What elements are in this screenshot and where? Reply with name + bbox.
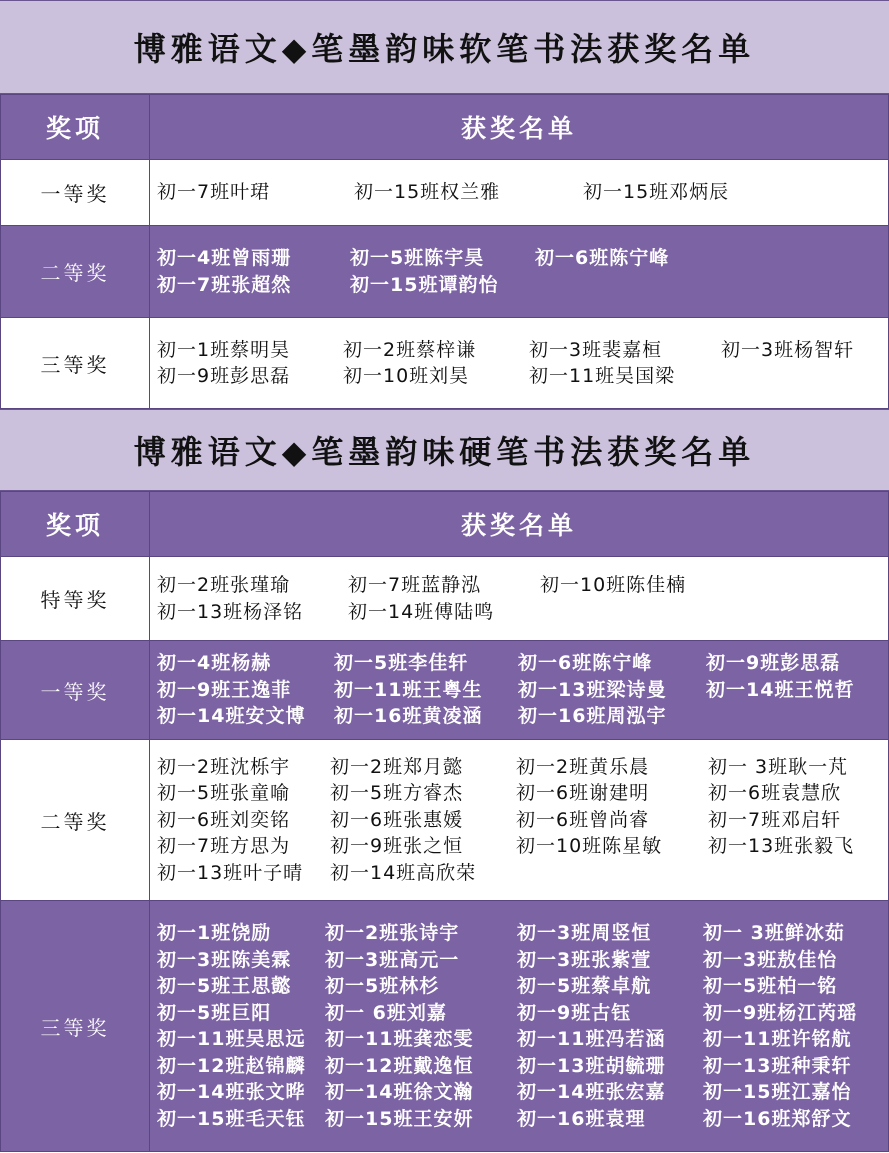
winner-name: 初一6班陈宁峰: [535, 247, 670, 269]
winner-name: 初一15班毛天钰: [157, 1107, 306, 1130]
names-line: [157, 1106, 888, 1133]
hard-title: 博雅语文◆笔墨韵味硬笔书法获奖名单: [0, 409, 889, 491]
winner-name: 初一13班叶子晴: [157, 861, 304, 884]
winner-name: 初一15班邓炳辰: [583, 181, 730, 204]
winner-name: 初一5班陈宇昊: [350, 247, 485, 269]
winner-name: 初一2班沈栎宇: [157, 755, 291, 778]
names-line: [157, 860, 888, 887]
names-cell: [150, 160, 889, 226]
winner-name: 初一14班高欣荣: [330, 861, 477, 884]
soft-award-header: 奖项: [1, 95, 150, 160]
award-label: 三等奖: [1, 318, 150, 409]
winner-name: 初一9班张之恒: [330, 835, 464, 858]
winner-name: 初一5班方睿杰: [330, 782, 464, 805]
winner-name: 初一12班赵锦麟: [157, 1054, 306, 1077]
winner-name: 初一7班蓝静泓: [348, 574, 482, 596]
winner-name: 初一3班张紫萱: [517, 948, 652, 971]
names-line: [157, 780, 888, 807]
names-line: [157, 650, 888, 677]
names-line: [157, 179, 888, 206]
winner-name: 初一2班张诗宇: [325, 922, 460, 944]
winner-name: 初一6班袁慧欣: [708, 782, 842, 805]
names-line: [157, 677, 888, 704]
names-cell: [150, 318, 889, 409]
winner-name: 初一7班邓启轩: [708, 808, 842, 831]
winner-name: 初一7班叶珺: [157, 181, 271, 204]
winner-name: 初一10班陈佳楠: [540, 574, 687, 596]
winner-name: 初一12班戴逸恒: [325, 1054, 474, 1077]
winner-name: 初一3班高元一: [325, 948, 460, 971]
names-line: [157, 245, 888, 272]
soft-row-second: [1, 226, 889, 318]
winner-name: 初一10班陈星敏: [516, 835, 663, 858]
winner-name: 初一6班谢建明: [516, 782, 650, 805]
winner-name: 初一11班吴国梁: [529, 365, 676, 387]
winner-name: 初一15班王安妍: [325, 1107, 474, 1130]
names-cell: [150, 641, 889, 740]
winner-name: 初一2班蔡梓谦: [343, 338, 477, 361]
winner-name: 初一6班刘奕铭: [157, 808, 291, 831]
winner-name: 初一2班黄乐晨: [516, 755, 650, 778]
names-line: [157, 1079, 888, 1106]
winner-name: 初一5班李佳轩: [334, 652, 469, 675]
soft-award-table: [0, 94, 889, 409]
winner-name: 初一13班杨泽铭: [157, 600, 304, 623]
names-cell: [150, 740, 889, 901]
winner-name: 初一11班许铭航: [703, 1028, 852, 1050]
winner-name: 初一11班冯若涵: [517, 1028, 666, 1050]
winner-name: 初一13班张毅飞: [708, 835, 855, 858]
winner-name: 初一11班龚恋雯: [325, 1028, 474, 1050]
winner-name: 初一13班种秉轩: [703, 1054, 852, 1077]
winner-name: 初一5班林杉: [325, 975, 440, 997]
soft-names-header: 获奖名单: [150, 95, 889, 160]
names-line: [157, 363, 888, 390]
hard-award-header: 奖项: [1, 492, 150, 557]
soft-title: 博雅语文◆笔墨韵味软笔书法获奖名单: [0, 0, 889, 94]
winner-name: 初一14班徐文瀚: [325, 1081, 474, 1103]
winner-name: 初一9班彭思磊: [706, 652, 841, 675]
winner-name: 初一5班王思懿: [157, 975, 292, 997]
winner-name: 初一3班裴嘉桓: [529, 338, 663, 361]
winner-name: 初一15班江嘉怡: [703, 1081, 852, 1103]
hard-header-row: [1, 492, 889, 557]
winner-name: 初一14班傅陆鸣: [348, 600, 495, 623]
winner-name: 初一 3班鲜冰茹: [703, 922, 845, 944]
winner-name: 初一1班饶励: [157, 922, 272, 944]
soft-header-row: [1, 95, 889, 160]
names-cell: [150, 226, 889, 318]
names-cell: [150, 901, 889, 1152]
hard-row-second: [1, 740, 889, 901]
names-line: [157, 337, 888, 364]
winner-name: 初一13班梁诗曼: [518, 678, 667, 701]
winner-name: 初一4班曾雨珊: [157, 247, 292, 269]
award-label: 三等奖: [1, 901, 150, 1152]
winner-name: 初一15班权兰雅: [354, 181, 501, 204]
winner-name: 初一6班曾尚睿: [516, 808, 650, 831]
winner-name: 初一7班方思为: [157, 835, 291, 858]
winner-name: 初一16班周泓宇: [518, 705, 667, 728]
winner-name: 初一3班周竖恒: [517, 922, 652, 944]
names-line: [157, 1000, 888, 1027]
winner-name: 初一3班敖佳怡: [703, 948, 838, 971]
winner-name: 初一14班张宏嘉: [517, 1081, 666, 1103]
names-cell: [150, 557, 889, 641]
winner-name: 初一4班杨赫: [157, 652, 272, 675]
winner-name: 初一16班黄凌涵: [334, 705, 483, 728]
names-line: [157, 754, 888, 781]
winner-name: 初一2班张瑾瑜: [157, 574, 291, 596]
winner-name: 初一5班张童喻: [157, 782, 291, 805]
award-label: 一等奖: [1, 641, 150, 740]
hard-row-special: [1, 557, 889, 641]
winner-name: 初一13班胡毓珊: [517, 1054, 666, 1077]
winner-name: 初一9班王逸菲: [157, 678, 292, 701]
winner-name: 初一10班刘昊: [343, 365, 470, 387]
names-line: [157, 1053, 888, 1080]
winner-name: 初一5班巨阳: [157, 1001, 272, 1024]
names-line: [157, 1026, 888, 1053]
names-line: [157, 272, 888, 299]
names-line: [157, 973, 888, 1000]
names-line: [157, 599, 888, 626]
winner-name: 初一11班吴思远: [157, 1028, 306, 1050]
hard-row-third: [1, 901, 889, 1152]
winner-name: 初一6班陈宁峰: [518, 652, 653, 675]
award-label: 二等奖: [1, 740, 150, 901]
winner-name: 初一11班王粤生: [334, 678, 483, 701]
winner-name: 初一14班安文博: [157, 705, 306, 728]
winner-name: 初一14班王悦哲: [706, 678, 855, 701]
winner-name: 初一15班谭韵怡: [350, 273, 499, 296]
hard-award-table: [0, 491, 889, 1152]
winner-name: 初一5班蔡卓航: [517, 975, 652, 997]
winner-name: 初一3班杨智轩: [721, 338, 855, 361]
names-line: [157, 807, 888, 834]
winner-name: 初一16班袁理: [517, 1107, 646, 1130]
soft-row-first: [1, 160, 889, 226]
award-label: 特等奖: [1, 557, 150, 641]
winner-name: 初一 6班刘嘉: [325, 1001, 447, 1024]
names-line: [157, 920, 888, 947]
hard-names-header: 获奖名单: [150, 492, 889, 557]
winner-name: 初一9班古钰: [517, 1001, 632, 1024]
winner-name: 初一9班杨江芮瑶: [703, 1001, 858, 1024]
winner-name: 初一3班陈美霖: [157, 948, 292, 971]
names-line: [157, 833, 888, 860]
winner-name: 初一14班张文晔: [157, 1081, 306, 1103]
award-label: 一等奖: [1, 160, 150, 226]
winner-name: 初一9班彭思磊: [157, 365, 291, 387]
award-label: 二等奖: [1, 226, 150, 318]
hard-row-first: [1, 641, 889, 740]
names-line: [157, 947, 888, 974]
winner-name: 初一7班张超然: [157, 273, 292, 296]
winner-name: 初一16班郑舒文: [703, 1107, 852, 1130]
winner-name: 初一 3班耿一芃: [708, 755, 849, 778]
winner-name: 初一1班蔡明昊: [157, 338, 291, 361]
winner-name: 初一5班柏一铭: [703, 975, 838, 997]
names-line: [157, 572, 888, 599]
winner-name: 初一6班张惠媛: [330, 808, 464, 831]
names-line: [157, 703, 888, 730]
soft-row-third: [1, 318, 889, 409]
winner-name: 初一2班郑月懿: [330, 755, 464, 778]
